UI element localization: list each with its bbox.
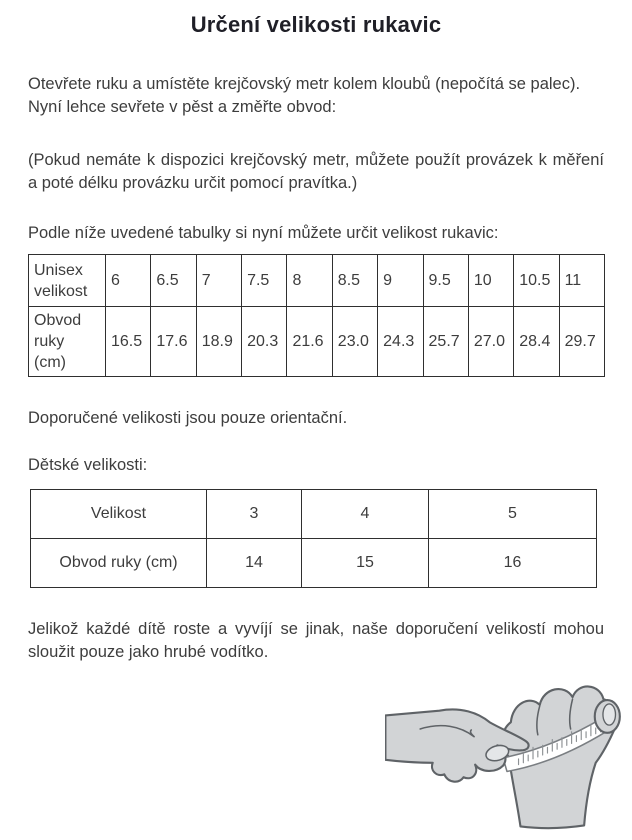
value-cell: 7: [196, 255, 241, 307]
table-row: [29, 255, 605, 307]
kids-growth-note: Jelikož každé dítě roste a vyvíjí se jinak, naše doporučení velikostí mohou sloužit pouze jako hrubé vodítko.: [28, 620, 604, 661]
value-cell: 11: [559, 255, 604, 307]
value-cell: 10.5: [514, 255, 559, 307]
size-disclaimer: Doporučené velikosti jsou pouze orientační.: [28, 409, 348, 427]
value-cell: 16.5: [106, 307, 151, 377]
value-cell: 17.6: [151, 307, 196, 377]
value-cell: 24.3: [378, 307, 423, 377]
document-content: [0, 12, 632, 664]
value-cell: 8: [287, 255, 332, 307]
row-label-cell: Obvod ruky (cm): [31, 539, 207, 588]
table-row: [29, 307, 605, 377]
value-cell: 4: [302, 490, 429, 539]
intro-paragraph-line1: Otevřete ruku a umístěte krejčovský metr kolem kloubů (nepočítá se palec).: [28, 75, 581, 93]
value-cell: 16: [429, 539, 597, 588]
value-cell: 23.0: [332, 307, 377, 377]
value-cell: 14: [207, 539, 302, 588]
value-cell: 15: [302, 539, 429, 588]
value-cell: 3: [207, 490, 302, 539]
kids-sizes-heading: Dětské velikosti:: [28, 456, 148, 474]
unisex-size-table: [28, 254, 605, 377]
value-cell: 8.5: [332, 255, 377, 307]
value-cell: 18.9: [196, 307, 241, 377]
glove-sizing-page: [0, 12, 632, 840]
hand-measurement-illustration: [385, 674, 627, 838]
value-cell: 6: [106, 255, 151, 307]
value-cell: 21.6: [287, 307, 332, 377]
value-cell: 9.5: [423, 255, 468, 307]
table-row: [31, 539, 597, 588]
fist-thumb-nail: [603, 704, 616, 725]
value-cell: 25.7: [423, 307, 468, 377]
value-cell: 6.5: [151, 255, 196, 307]
string-alternative-note: (Pokud nemáte k dispozici krejčovský metr, můžete použít provázek k měření a poté délku provázku určit pomocí pravítka.): [28, 151, 604, 192]
value-cell: 9: [378, 255, 423, 307]
value-cell: 10: [468, 255, 513, 307]
value-cell: 28.4: [514, 307, 559, 377]
table-row: [31, 490, 597, 539]
value-cell: 20.3: [242, 307, 287, 377]
kids-size-table: [30, 489, 597, 588]
page-title: Určení velikosti rukavic: [190, 12, 442, 37]
row-label-cell: Velikost: [31, 490, 207, 539]
row-label-cell: Unisex velikost: [29, 255, 106, 307]
value-cell: 27.0: [468, 307, 513, 377]
size-table-intro: Podle níže uvedené tabulky si nyní můžete určit velikost rukavic:: [28, 224, 499, 242]
value-cell: 7.5: [242, 255, 287, 307]
intro-paragraph-line2: Nyní lehce sevřete v pěst a změřte obvod:: [28, 98, 337, 116]
value-cell: 5: [429, 490, 597, 539]
row-label-cell: Obvod ruky (cm): [29, 307, 106, 377]
value-cell: 29.7: [559, 307, 604, 377]
